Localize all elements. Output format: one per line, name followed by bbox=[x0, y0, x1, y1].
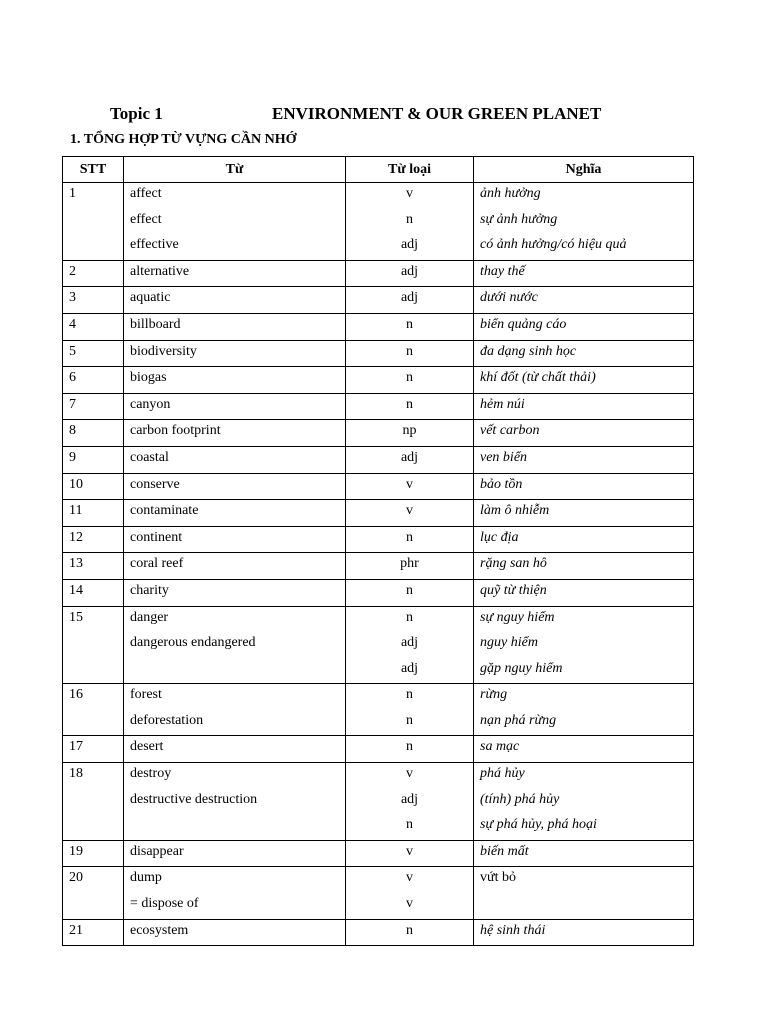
table-row bbox=[63, 393, 694, 420]
meaning-text: quỹ từ thiện bbox=[480, 582, 547, 598]
meaning-text: ảnh hưởng bbox=[480, 186, 541, 201]
meaning-text: sự ảnh hưởng bbox=[480, 211, 558, 227]
word-text: charity bbox=[130, 582, 169, 598]
meaning-text: gặp nguy hiểm bbox=[480, 660, 563, 676]
part-of-speech-text: n bbox=[406, 529, 413, 545]
part-of-speech-cell bbox=[346, 579, 474, 606]
table-row bbox=[63, 763, 694, 841]
part-of-speech-text: adj bbox=[400, 290, 419, 306]
part-of-speech-cell bbox=[346, 260, 474, 287]
part-of-speech-text: adj bbox=[400, 791, 419, 807]
row-number bbox=[63, 553, 124, 580]
word-cell bbox=[124, 867, 346, 919]
word-text: = dispose of bbox=[130, 896, 199, 912]
meaning-text: rặng san hô bbox=[480, 556, 547, 572]
part-of-speech-cell bbox=[346, 553, 474, 580]
row-number-text: 18 bbox=[69, 766, 83, 782]
meaning-cell bbox=[474, 260, 694, 287]
table-row bbox=[63, 473, 694, 500]
column-header-meaning: Nghĩa bbox=[474, 157, 694, 183]
row-number-text: 20 bbox=[69, 870, 83, 886]
part-of-speech-cell bbox=[346, 446, 474, 473]
row-number-text: 14 bbox=[69, 582, 83, 598]
part-of-speech-text: v bbox=[406, 896, 413, 912]
word-text: dump bbox=[130, 870, 162, 886]
row-number bbox=[63, 763, 124, 841]
row-number bbox=[63, 867, 124, 919]
table-header-row bbox=[63, 157, 694, 183]
word-cell bbox=[124, 183, 346, 261]
word-cell bbox=[124, 340, 346, 367]
row-number bbox=[63, 367, 124, 394]
table-row bbox=[63, 367, 694, 394]
vocabulary-table bbox=[62, 156, 694, 946]
topic-title: ENVIRONMENT & OUR GREEN PLANET bbox=[272, 104, 602, 123]
word-text: carbon footprint bbox=[130, 423, 221, 439]
part-of-speech-cell bbox=[346, 420, 474, 447]
row-number bbox=[63, 684, 124, 736]
part-of-speech-text: n bbox=[406, 316, 413, 332]
row-number-text: 6 bbox=[69, 370, 76, 386]
row-number-text: 19 bbox=[69, 843, 83, 859]
table-row bbox=[63, 553, 694, 580]
meaning-cell bbox=[474, 473, 694, 500]
word-cell bbox=[124, 287, 346, 314]
row-number-text: 5 bbox=[69, 343, 76, 359]
table-row bbox=[63, 606, 694, 684]
meaning-text: ven biển bbox=[480, 449, 528, 465]
table-row bbox=[63, 340, 694, 367]
part-of-speech-text: v bbox=[406, 843, 413, 859]
part-of-speech-text: phr bbox=[400, 556, 419, 572]
meaning-text: nạn phá rừng bbox=[480, 712, 557, 728]
meaning-text: sa mạc bbox=[480, 739, 520, 755]
row-number-text: 16 bbox=[69, 687, 83, 703]
table-row bbox=[63, 684, 694, 736]
row-number-text: 9 bbox=[69, 449, 76, 465]
part-of-speech-text: adj bbox=[400, 635, 419, 651]
part-of-speech-text: adj bbox=[400, 263, 419, 279]
row-number bbox=[63, 840, 124, 867]
word-cell bbox=[124, 446, 346, 473]
part-of-speech-cell bbox=[346, 500, 474, 527]
meaning-text: rừng bbox=[480, 687, 508, 703]
table-row bbox=[63, 420, 694, 447]
meaning-cell bbox=[474, 684, 694, 736]
row-number bbox=[63, 919, 124, 946]
row-number-text: 15 bbox=[69, 609, 83, 625]
part-of-speech-cell bbox=[346, 313, 474, 340]
row-number bbox=[63, 340, 124, 367]
part-of-speech-text: v bbox=[406, 766, 413, 782]
word-cell bbox=[124, 579, 346, 606]
part-of-speech-cell bbox=[346, 606, 474, 684]
row-number bbox=[63, 260, 124, 287]
part-of-speech-cell bbox=[346, 183, 474, 261]
part-of-speech-cell bbox=[346, 287, 474, 314]
row-number-text: 4 bbox=[69, 316, 76, 332]
word-text: contaminate bbox=[130, 503, 199, 519]
word-cell bbox=[124, 526, 346, 553]
part-of-speech-cell bbox=[346, 763, 474, 841]
row-number bbox=[63, 446, 124, 473]
meaning-cell bbox=[474, 393, 694, 420]
meaning-text: làm ô nhiễm bbox=[480, 503, 550, 519]
row-number-text: 3 bbox=[69, 290, 76, 306]
meaning-text: hẻm núi bbox=[480, 396, 525, 412]
meaning-cell bbox=[474, 183, 694, 261]
row-number bbox=[63, 579, 124, 606]
section-heading: 1. TỔNG HỢP TỪ VỰNG CẦN NHỚ bbox=[70, 132, 297, 147]
word-text: effect bbox=[130, 211, 162, 227]
part-of-speech-cell bbox=[346, 736, 474, 763]
part-of-speech-text: v bbox=[406, 870, 413, 886]
part-of-speech-cell bbox=[346, 840, 474, 867]
meaning-text bbox=[480, 893, 687, 919]
meaning-cell bbox=[474, 867, 694, 919]
meaning-cell bbox=[474, 840, 694, 867]
part-of-speech-cell bbox=[346, 867, 474, 919]
row-number bbox=[63, 313, 124, 340]
column-header-stt: STT bbox=[63, 157, 124, 183]
word-cell bbox=[124, 367, 346, 394]
word-text: canyon bbox=[130, 396, 171, 412]
word-text: destructive destruction bbox=[130, 791, 258, 807]
meaning-text: hệ sinh thái bbox=[480, 922, 546, 938]
row-number-text: 2 bbox=[69, 263, 76, 279]
meaning-text: (tính) phá hủy bbox=[480, 791, 560, 807]
part-of-speech-text: n bbox=[406, 343, 413, 359]
table-row bbox=[63, 840, 694, 867]
word-cell bbox=[124, 500, 346, 527]
part-of-speech-text: v bbox=[406, 186, 413, 201]
table-body bbox=[63, 183, 694, 946]
meaning-cell bbox=[474, 500, 694, 527]
row-number bbox=[63, 473, 124, 500]
meaning-text: sự nguy hiểm bbox=[480, 609, 555, 625]
meaning-text: nguy hiểm bbox=[480, 635, 538, 651]
meaning-text: phá hủy bbox=[480, 766, 525, 782]
part-of-speech-text: adj bbox=[400, 237, 419, 253]
row-number-text: 10 bbox=[69, 476, 83, 492]
part-of-speech-cell bbox=[346, 526, 474, 553]
meaning-text: khí đốt (từ chất thải) bbox=[480, 370, 596, 386]
meaning-cell bbox=[474, 446, 694, 473]
table-row bbox=[63, 919, 694, 946]
row-number bbox=[63, 526, 124, 553]
part-of-speech-text: n bbox=[406, 922, 413, 938]
word-cell bbox=[124, 420, 346, 447]
word-text: continent bbox=[130, 529, 183, 545]
row-number-text: 7 bbox=[69, 396, 76, 412]
part-of-speech-text: n bbox=[406, 817, 413, 833]
word-text bbox=[130, 658, 339, 684]
word-text: aquatic bbox=[130, 290, 171, 306]
table-row bbox=[63, 183, 694, 261]
part-of-speech-text: v bbox=[406, 476, 413, 492]
part-of-speech-text: n bbox=[406, 396, 413, 412]
meaning-cell bbox=[474, 287, 694, 314]
meaning-cell bbox=[474, 367, 694, 394]
part-of-speech-text: adj bbox=[400, 660, 419, 676]
word-cell bbox=[124, 763, 346, 841]
part-of-speech-text: n bbox=[406, 582, 413, 598]
table-row bbox=[63, 500, 694, 527]
part-of-speech-cell bbox=[346, 340, 474, 367]
word-text: effective bbox=[130, 237, 179, 253]
word-text: forest bbox=[130, 687, 162, 703]
column-header-part-of-speech: Từ loại bbox=[346, 157, 474, 183]
table-row bbox=[63, 526, 694, 553]
word-text: desert bbox=[130, 739, 164, 755]
meaning-text: sự phá hủy, phá hoại bbox=[480, 817, 597, 833]
part-of-speech-cell bbox=[346, 684, 474, 736]
word-text: affect bbox=[130, 186, 162, 201]
meaning-text: có ảnh hưởng/có hiệu quả bbox=[480, 237, 627, 253]
meaning-cell bbox=[474, 313, 694, 340]
meaning-cell bbox=[474, 340, 694, 367]
word-cell bbox=[124, 553, 346, 580]
word-text: biodiversity bbox=[130, 343, 197, 359]
row-number-text: 1 bbox=[69, 186, 76, 201]
word-cell bbox=[124, 393, 346, 420]
word-cell bbox=[124, 606, 346, 684]
row-number bbox=[63, 606, 124, 684]
table-row bbox=[63, 260, 694, 287]
word-text: alternative bbox=[130, 263, 190, 279]
word-text: danger bbox=[130, 609, 169, 625]
meaning-text: biển quảng cáo bbox=[480, 316, 567, 332]
table-row bbox=[63, 446, 694, 473]
word-text: destroy bbox=[130, 766, 172, 782]
word-cell bbox=[124, 684, 346, 736]
word-text: dangerous endangered bbox=[130, 635, 256, 651]
meaning-cell bbox=[474, 526, 694, 553]
part-of-speech-cell bbox=[346, 393, 474, 420]
word-text: biogas bbox=[130, 370, 167, 386]
part-of-speech-text: np bbox=[402, 423, 417, 439]
meaning-text: vứt bỏ bbox=[480, 870, 516, 886]
part-of-speech-text: n bbox=[406, 739, 413, 755]
word-text bbox=[130, 814, 339, 840]
meaning-cell bbox=[474, 553, 694, 580]
meaning-cell bbox=[474, 919, 694, 946]
part-of-speech-text: n bbox=[406, 609, 413, 625]
part-of-speech-text: adj bbox=[400, 449, 419, 465]
meaning-cell bbox=[474, 579, 694, 606]
word-cell bbox=[124, 840, 346, 867]
word-text: ecosystem bbox=[130, 922, 189, 938]
row-number-text: 12 bbox=[69, 529, 83, 545]
word-cell bbox=[124, 919, 346, 946]
table-row bbox=[63, 313, 694, 340]
word-text: conserve bbox=[130, 476, 180, 492]
meaning-text: vết carbon bbox=[480, 423, 540, 439]
row-number-text: 11 bbox=[69, 503, 83, 519]
part-of-speech-text: n bbox=[406, 370, 413, 386]
table-row bbox=[63, 736, 694, 763]
meaning-cell bbox=[474, 606, 694, 684]
row-number-text: 17 bbox=[69, 739, 83, 755]
table-row bbox=[63, 287, 694, 314]
row-number bbox=[63, 287, 124, 314]
word-text: billboard bbox=[130, 316, 181, 332]
word-text: coral reef bbox=[130, 556, 184, 572]
word-text: disappear bbox=[130, 843, 184, 859]
meaning-cell bbox=[474, 763, 694, 841]
meaning-cell bbox=[474, 420, 694, 447]
word-cell bbox=[124, 736, 346, 763]
part-of-speech-cell bbox=[346, 473, 474, 500]
part-of-speech-text: n bbox=[406, 211, 413, 227]
topic-label: Topic 1 bbox=[110, 104, 163, 123]
row-number bbox=[63, 420, 124, 447]
row-number-text: 8 bbox=[69, 423, 76, 439]
table-row bbox=[63, 867, 694, 919]
part-of-speech-text: v bbox=[406, 503, 413, 519]
word-cell bbox=[124, 473, 346, 500]
word-cell bbox=[124, 313, 346, 340]
word-text: deforestation bbox=[130, 712, 204, 728]
word-cell bbox=[124, 260, 346, 287]
meaning-text: thay thế bbox=[480, 263, 525, 279]
part-of-speech-text: n bbox=[406, 687, 413, 703]
table-row bbox=[63, 579, 694, 606]
meaning-text: bảo tồn bbox=[480, 476, 523, 492]
word-text: coastal bbox=[130, 449, 169, 465]
row-number bbox=[63, 183, 124, 261]
part-of-speech-cell bbox=[346, 919, 474, 946]
column-header-word: Từ bbox=[124, 157, 346, 183]
meaning-cell bbox=[474, 736, 694, 763]
meaning-text: biến mất bbox=[480, 843, 529, 859]
meaning-text: lục địa bbox=[480, 529, 519, 545]
part-of-speech-cell bbox=[346, 367, 474, 394]
meaning-text: dưới nước bbox=[480, 290, 538, 306]
row-number bbox=[63, 500, 124, 527]
meaning-text: đa dạng sinh học bbox=[480, 343, 577, 359]
row-number bbox=[63, 736, 124, 763]
row-number-text: 21 bbox=[69, 922, 83, 938]
row-number bbox=[63, 393, 124, 420]
row-number-text: 13 bbox=[69, 556, 83, 572]
part-of-speech-text: n bbox=[406, 712, 413, 728]
